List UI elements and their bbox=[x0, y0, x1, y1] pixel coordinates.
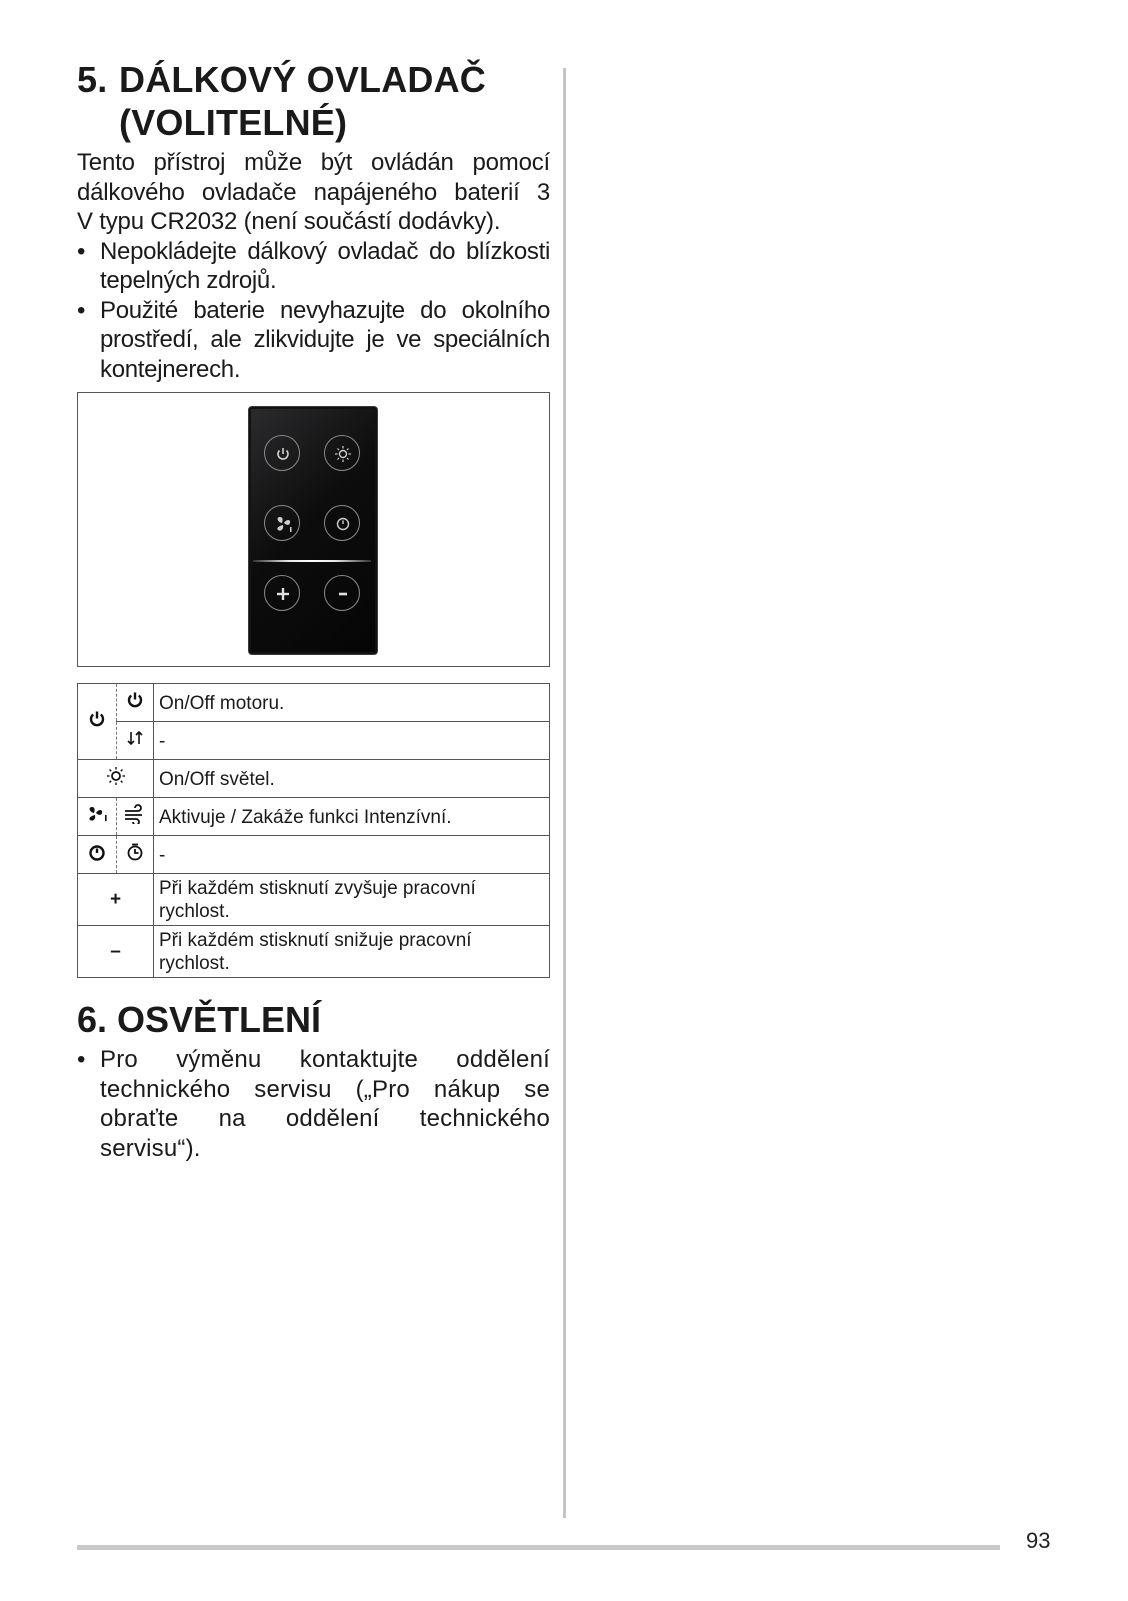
remote-fan-intensive-icon bbox=[264, 505, 300, 541]
section-6-bullets bbox=[77, 1045, 550, 1163]
intro-line-3: V typu CR2032 (není součástí dodávky). bbox=[77, 208, 501, 235]
remote-figure bbox=[77, 392, 550, 667]
legend-row-minus bbox=[78, 926, 550, 978]
legend-row-timer bbox=[78, 836, 550, 874]
bullet-batteries: • Použité baterie nevyhazujte do okolního prostředí, ale zlikvidujte je ve speciálních kontejnerech. bbox=[77, 296, 550, 385]
legend-row-motor bbox=[78, 684, 550, 722]
intro-line-1: Tento přístroj může být ovládán pomocí bbox=[77, 149, 550, 176]
minus-icon: – bbox=[78, 926, 154, 978]
legend-text-arrows: - bbox=[154, 722, 550, 760]
button-legend-table bbox=[77, 683, 550, 978]
arrows-updown-icon bbox=[116, 722, 154, 760]
legend-text-intensive: Aktivuje / Zakáže funkci Intenzívní. bbox=[154, 798, 550, 836]
bullet-heat-sources: • Nepokládejte dálkový ovladač do blízkosti tepelných zdrojů. bbox=[77, 237, 550, 296]
legend-row-light bbox=[78, 760, 550, 798]
clock-icon bbox=[116, 836, 154, 874]
legend-text-light: On/Off světel. bbox=[154, 760, 550, 798]
section-5-title-line1: DÁLKOVÝ OVLADAČ bbox=[119, 59, 487, 100]
footer-rule bbox=[77, 1545, 1000, 1550]
legend-row-arrows bbox=[78, 722, 550, 760]
section-5-heading bbox=[77, 58, 550, 144]
wind-icon bbox=[116, 798, 154, 836]
section-5-number: 5. bbox=[77, 59, 108, 100]
power-icon bbox=[78, 684, 117, 760]
remote-control-image bbox=[248, 406, 378, 655]
legend-row-intensive bbox=[78, 798, 550, 836]
page-number: 93 bbox=[1026, 1528, 1051, 1553]
timer-power-icon bbox=[78, 836, 117, 874]
plus-icon: + bbox=[78, 874, 154, 926]
section-5-intro bbox=[77, 148, 550, 237]
remote-plus-icon bbox=[264, 575, 300, 611]
legend-text-motor: On/Off motoru. bbox=[154, 684, 550, 722]
section-5-title-line2: (VOLITELNÉ) bbox=[119, 102, 348, 143]
power-icon bbox=[116, 684, 154, 722]
light-icon bbox=[78, 760, 154, 798]
remote-timer-icon bbox=[324, 505, 360, 541]
legend-row-plus bbox=[78, 874, 550, 926]
legend-text-minus: Při každém stisknutí snižuje pracovní rychlost. bbox=[154, 926, 550, 978]
section-6-heading: 6. OSVĚTLENÍ bbox=[77, 999, 322, 1040]
remote-light-icon bbox=[324, 435, 360, 471]
bullet-service: • Pro výměnu kontaktujte oddělení technického servisu („Pro nákup se obraťte na oddělení technického servisu“). bbox=[77, 1045, 550, 1163]
intro-line-2: dálkového ovladače napájeného baterií 3 bbox=[77, 178, 550, 206]
legend-text-timer: - bbox=[154, 836, 550, 874]
legend-text-plus: Při každém stisknutí zvyšuje pracovní rychlost. bbox=[154, 874, 550, 926]
section-5-bullets bbox=[77, 237, 550, 385]
remote-separator-line bbox=[253, 560, 371, 562]
remote-power-icon bbox=[264, 435, 300, 471]
left-column bbox=[77, 58, 550, 1163]
fan-intensive-icon bbox=[78, 798, 117, 836]
column-divider bbox=[563, 68, 566, 1518]
remote-minus-icon bbox=[324, 575, 360, 611]
